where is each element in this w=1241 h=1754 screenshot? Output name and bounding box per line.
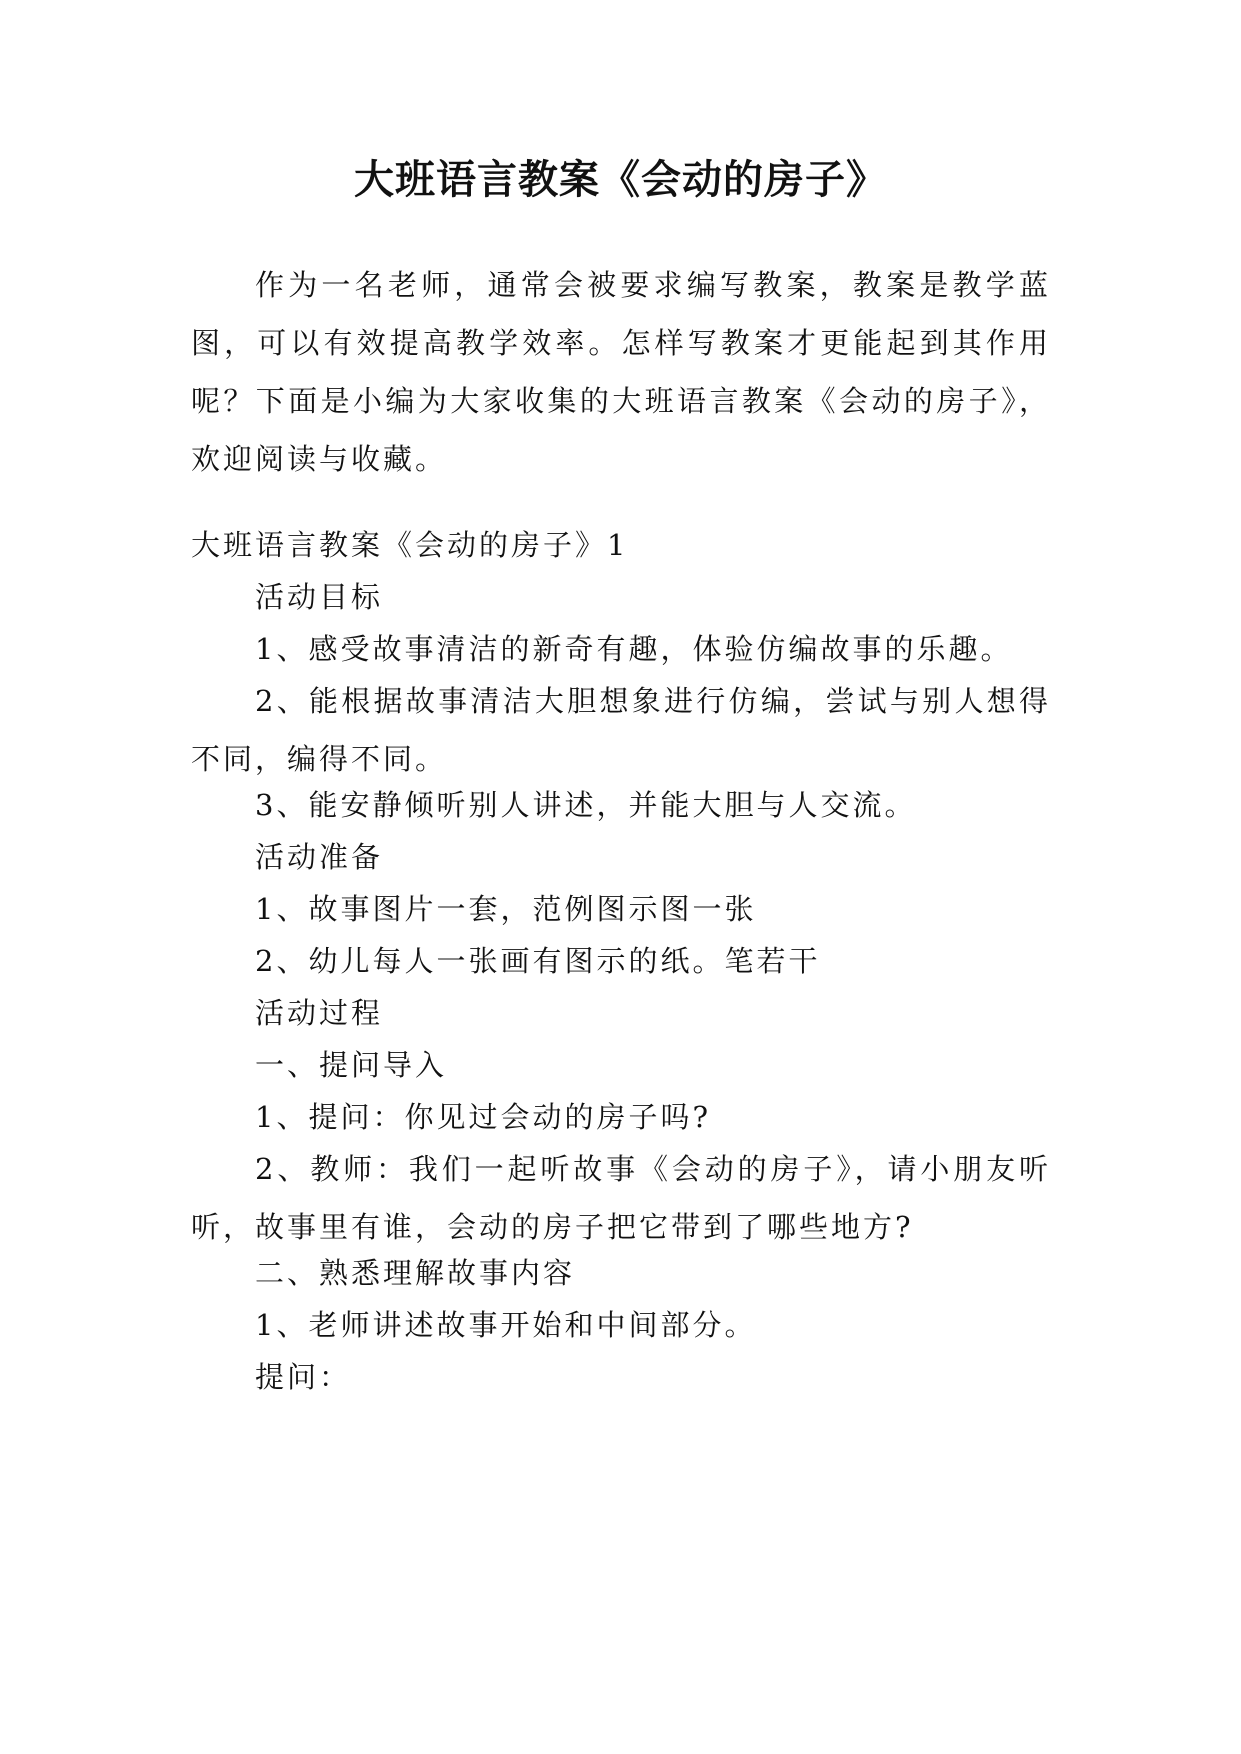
- prep-item-1: 1、故事图片一套，范例图示图一张: [255, 892, 757, 926]
- intro-paragraph: 作为一名老师，通常会被要求编写教案，教案是教学蓝图，可以有效提高教学效率。怎样写教案才更能起到其作用呢？下面是小编为大家收集的大班语言教案《会动的房子》，欢迎阅读与收藏。: [191, 268, 1051, 476]
- part-1-item-2: 2、教师：我们一起听故事《会动的房子》，请小朋友听听，故事里有谁，会动的房子把它带到了哪些地方?: [191, 1152, 1051, 1244]
- prep-item-2: 2、幼儿每人一张画有图示的纸。笔若干: [255, 944, 821, 978]
- goal-item-1: 1、感受故事清洁的新奇有趣，体验仿编故事的乐趣。: [255, 632, 1013, 666]
- part-1-heading: 一、提问导入: [255, 1048, 448, 1082]
- goals-heading: 活动目标: [255, 580, 384, 614]
- prep-heading: 活动准备: [255, 840, 384, 874]
- process-heading: 活动过程: [255, 996, 384, 1030]
- goal-item-2: 2、能根据故事清洁大胆想象进行仿编，尝试与别人想得不同，编得不同。: [191, 684, 1051, 776]
- question-label: 提问：: [255, 1360, 352, 1394]
- goal-item-3: 3、能安静倾听别人讲述，并能大胆与人交流。: [255, 788, 917, 822]
- section-heading: 大班语言教案《会动的房子》1: [191, 528, 629, 562]
- part-1-item-1: 1、提问：你见过会动的房子吗?: [255, 1100, 711, 1134]
- document-title: 大班语言教案《会动的房子》: [354, 157, 887, 203]
- part-2-item-1: 1、老师讲述故事开始和中间部分。: [255, 1308, 757, 1342]
- part-2-heading: 二、熟悉理解故事内容: [255, 1256, 576, 1290]
